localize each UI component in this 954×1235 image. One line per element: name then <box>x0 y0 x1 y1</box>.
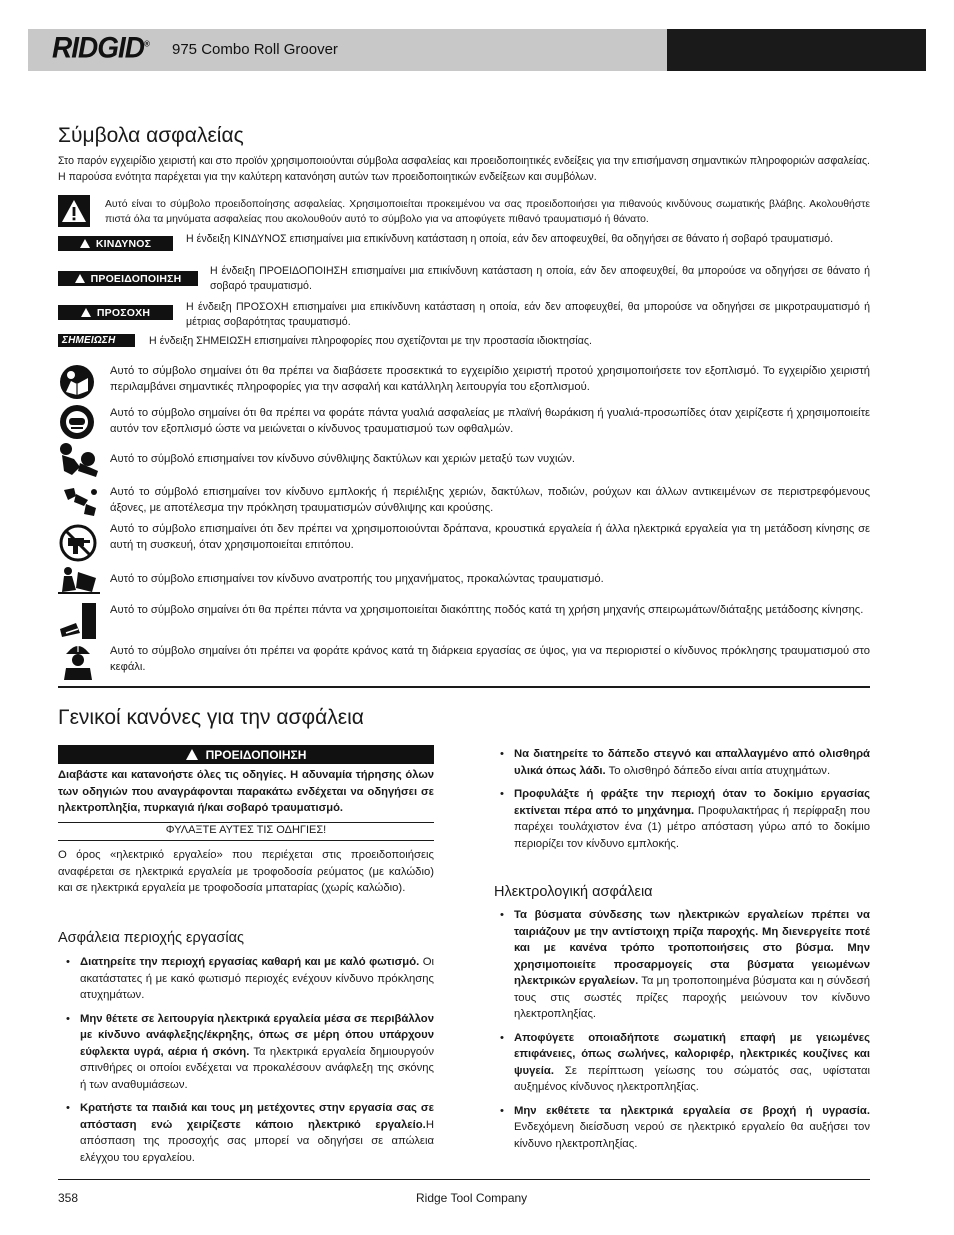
tipping-hazard-icon <box>58 566 100 594</box>
crush-hazard-text: Αυτό το σύμβολό επισημαίνει τον κίνδυνο σύνθλιψης δακτύλων και χεριών μεταξύ των νυχιών. <box>110 453 575 465</box>
electrical-safety-heading: Ηλεκτρολογική ασφάλεια <box>494 884 653 900</box>
hard-hat-text: Αυτό το σύμβολο σημαίνει ότι πρέπει να φοράτε κράνος κατά τη διάρκεια εργασίας σε ύψος, για να περιοριστεί ο κίνδυνος πρόκλησης τραυματισμού στο κεφάλι. <box>110 645 870 673</box>
keep-rule-top <box>58 822 434 823</box>
footer-rule <box>58 1179 870 1180</box>
no-drill-text: Αυτό το σύμβολο επισημαίνει ότι δεν πρέπει να χρησιμοποιούνται δράπανα, κρουστικά εργαλεία ή άλλα ηλεκτρικά εργαλεία για τη μετάδοση κίνησης σε αυτή τη συσκευή, όταν χρησιμοποιείται επιτόπου. <box>110 523 870 551</box>
keep-instructions: ΦΥΛΑΞΤΕ ΑΥΤΕΣ ΤΙΣ ΟΔΗΓΙΕΣ! <box>165 824 327 836</box>
warning-text: Η ένδειξη ΠΡΟΕΙΔΟΠΟΙΗΣΗ επισημαίνει μια επικίνδυνη κατάσταση η οποία, εάν δεν αποφευχθεί, θα μπορούσε να οδηγήσει σε θάνατο ή σοβαρό τραυματισμό. <box>210 265 870 292</box>
power-tool-term: Ο όρος «ηλεκτρικό εργαλείο» που περιέχεται στις προειδοποιήσεις αναφέρεται σε ηλεκτρικά εργαλεία με τροφοδοσία ρεύματος (με καλώδιο) και σε ηλεκτρικά εργαλεία με τροφοδοσία μπαταρίας (χωρίς καλώδιο). <box>58 849 434 894</box>
general-warning-label: ΠΡΟΕΙΔΟΠΟΙΗΣΗ <box>58 745 434 764</box>
foot-switch-text: Αυτό το σύμβολο σημαίνει ότι θα πρέπει πάντα να χρησιμοποιείται διακόπτης ποδός κατά τη χρήση μηχανής σπειρωμάτων/διάταξης μετάδοσης κίνησης. <box>110 604 864 616</box>
hard-hat-icon <box>60 640 96 680</box>
electrical-safety-list <box>492 907 870 1159</box>
entanglement-hazard-icon <box>60 484 102 520</box>
list-item: • Τα βύσματα σύνδεσης των ηλεκτρικών εργαλείων πρέπει να ταιριάζουν με την αντίστοιχη πρίζα παροχής. Μη διενεργείτε ποτέ και με κανένα τρόπο τροποποιήσεις στο βύσμα. Μην χρησιμοποιείτε προσαρμογείς στα βύσματα γειωμένων ηλεκτρικών εργαλείων. Τα μη τροποποιημένα βύσματα και η σύνδεσή τους στις σωστές πρίζες παροχής μειώνουν τον κίνδυνο ηλεκτροπληξίας. <box>492 907 870 1023</box>
caution-label: ΠΡΟΣΟΧΗ <box>58 305 173 320</box>
read-manual-icon <box>59 364 95 400</box>
safety-symbols-title: Σύμβολα ασφαλείας <box>58 124 244 147</box>
header-black-block <box>667 29 926 71</box>
read-manual-text: Αυτό το σύμβολο σημαίνει ότι θα πρέπει να διαβάσετε προσεκτικά το εγχειρίδιο χειριστή προτού χρησιμοποιήσετε τον εξοπλισμό. Το εγχειρίδιο χειριστή περιλαμβάνει σημαντικές πληροφορίες για την ασφαλή και κατάλληλη λειτουργία του εξοπλισμού. <box>110 365 870 393</box>
alert-symbol-row <box>58 195 870 229</box>
warning-label: ΠΡΟΕΙΔΟΠΟΙΗΣΗ <box>58 271 198 286</box>
no-drill-icon <box>59 524 97 562</box>
list-item: • Διατηρείτε την περιοχή εργασίας καθαρή και με καλό φωτισμό. Οι ακατάστατες ή με κακό φωτισμό περιοχές ενέχουν κίνδυνο πρόκλησης ατυχημάτων. <box>58 954 434 1004</box>
page-number: 358 <box>58 1191 79 1205</box>
work-area-list <box>58 954 434 1173</box>
company-name: Ridge Tool Company <box>416 1191 528 1205</box>
safety-glasses-text: Αυτό το σύμβολο σημαίνει ότι θα πρέπει να φοράτε πάντα γυαλιά ασφαλείας με πλαϊνή θωράκιση ή γυαλιά-προσωπίδες όταν χειρίζεστε ή χρησιμοποιείτε αυτόν τον εξοπλισμό ώστε να μειώνεται ο κίνδυνος τραυματισμού των οφθαλμών. <box>110 407 870 435</box>
safety-glasses-icon <box>59 404 95 440</box>
alert-triangle-icon <box>58 195 90 227</box>
general-rules-title: Γενικοί κανόνες για την ασφάλεια <box>58 706 364 729</box>
notice-text: Η ένδειξη ΣΗΜΕΙΩΣΗ επισημαίνει πληροφορίες που σχετίζονται με την προστασία ιδιοκτησίας. <box>149 335 592 347</box>
crush-hazard-icon <box>58 441 102 479</box>
list-item: • Μην εκθέτετε τα ηλεκτρικά εργαλεία σε βροχή ή υγρασία. Ενδεχόμενη διείσδυση νερού σε ηλεκτρικό εργαλείο θα αυξήσει τον κίνδυνο ηλεκτροπληξίας. <box>492 1103 870 1153</box>
work-area-list-continued <box>492 746 870 859</box>
alert-symbol-text: Αυτό είναι το σύμβολο προειδοποίησης ασφαλείας. Χρησιμοποιείται προκειμένου να σας προειδοποιήσει για πιθανούς κινδύνους σωματικής βλάβης. Ακολουθήστε πιστά όλα τα μηνύματα ασφαλείας που ακολουθούν αυτό το σύμβολο για να αποφύγετε πιθανό τραυματισμό ή θάνατο. <box>105 199 870 225</box>
general-warning-text: Διαβάστε και κατανοήστε όλες τις οδηγίες. Η αδυναμία τήρησης όλων των οδηγιών που αναγράφονται παρακάτω ενδέχεται να οδηγήσει σε ηλεκτροπληξία, πυρκαγιά ή/και σοβαρό τραυματισμό. <box>58 769 434 814</box>
list-item: • Κρατήστε τα παιδιά και τους μη μετέχοντες στην εργασία σας σε απόσταση ενώ χειρίζεστε κάποιο ηλεκτρικό εργαλείο.Η απόσπαση της προσοχής σας μπορεί να οδηγήσει σε απώλεια ελέγχου του εργαλείου. <box>58 1100 434 1166</box>
left-column <box>58 767 434 817</box>
foot-switch-icon <box>58 603 98 639</box>
notice-label: ΣΗΜΕΙΩΣΗ <box>58 334 135 347</box>
section-divider <box>58 686 870 688</box>
keep-rule-bottom <box>58 840 434 841</box>
list-item: • Μην θέτετε σε λειτουργία ηλεκτρικά εργαλεία μέσα σε περιβάλλον με κίνδυνο ανάφλεξης/έκρηξης, όπως σε μέρη όπου υπάρχουν εύφλεκτα υγρά, αέρια ή σκόνη. Τα ηλεκτρικά εργαλεία δημιουργούν σπινθήρες οι οποίοι ενδέχεται να προκαλέσουν ανάφλεξη της σκόνης ή των αναθυμιάσεων. <box>58 1011 434 1094</box>
list-item: • Να διατηρείτε το δάπεδο στεγνό και απαλλαγμένο από ολισθηρά υλικά όπως λάδι. Το ολισθηρό δάπεδο είναι αιτία ατυχημάτων. <box>492 746 870 779</box>
doc-title: 975 Combo Roll Groover <box>172 41 338 58</box>
danger-text: Η ένδειξη ΚΙΝΔΥΝΟΣ επισημαίνει μια επικίνδυνη κατάσταση η οποία, εάν δεν αποφευχθεί, θα οδηγήσει σε θάνατο ή σοβαρό τραυματισμό. <box>186 233 834 245</box>
ridgid-logo: RIDGID® <box>52 31 149 64</box>
entanglement-hazard-text: Αυτό το σύμβολό επισημαίνει τον κίνδυνο εμπλοκής ή περιέλιξης χεριών, δακτύλων, ποδιών, ρούχων και άλλων αντικειμένων σε περιστρεφόμενους άξονες, με αποτέλεσμα την πρόκληση τραυματισμών σύνθλιψης και κρούσης. <box>110 486 870 514</box>
list-item: • Προφυλάξτε ή φράξτε την περιοχή όταν το δοκίμιο εργασίας εκτίνεται πέρα από το μηχάνημα. Προφυλακτήρας ή περίφραξη που παρέχει τουλάχιστον ένα (1) μέτρο απόσταση γύρω από το δοκίμιο περιορίζει τον κίνδυνο εμπλοκής. <box>492 786 870 852</box>
caution-text: Η ένδειξη ΠΡΟΣΟΧΗ επισημαίνει μια επικίνδυνη κατάσταση η οποία, εάν δεν αποφευχθεί, θα μπορούσε να οδηγήσει σε μικροτραυματισμό ή μέτριας σοβαρότητας τραυματισμό. <box>186 301 870 328</box>
safety-symbols-intro: Στο παρόν εγχειρίδιο χειριστή και στο προϊόν χρησιμοποιούνται σύμβολα ασφαλείας και προειδοποιητικές ενδείξεις για την επισήμανση σημαντικών πληροφοριών ασφαλείας. Η παρούσα ενότητα παρέχεται για την καλύτερη κατανόηση αυτών των προειδοποιητικών ενδείξεων και συμβόλων. <box>58 155 870 183</box>
list-item: • Αποφύγετε οποιαδήποτε σωματική επαφή με γειωμένες επιφάνειες, όπως σωλήνες, καλοριφέρ, ηλεκτρικές κουζίνες και ψυγεία. Σε περίπτωση γείωσης του σώματός σας, υφίσταται αυξημένος κίνδυνος ηλεκτροπληξίας. <box>492 1030 870 1096</box>
tipping-hazard-text: Αυτό το σύμβολο επισημαίνει τον κίνδυνο ανατροπής του μηχανήματος, προκαλώντας τραυματισμό. <box>110 573 604 585</box>
danger-label: ΚΙΝΔΥΝΟΣ <box>58 236 173 251</box>
work-area-heading: Ασφάλεια περιοχής εργασίας <box>58 930 244 946</box>
